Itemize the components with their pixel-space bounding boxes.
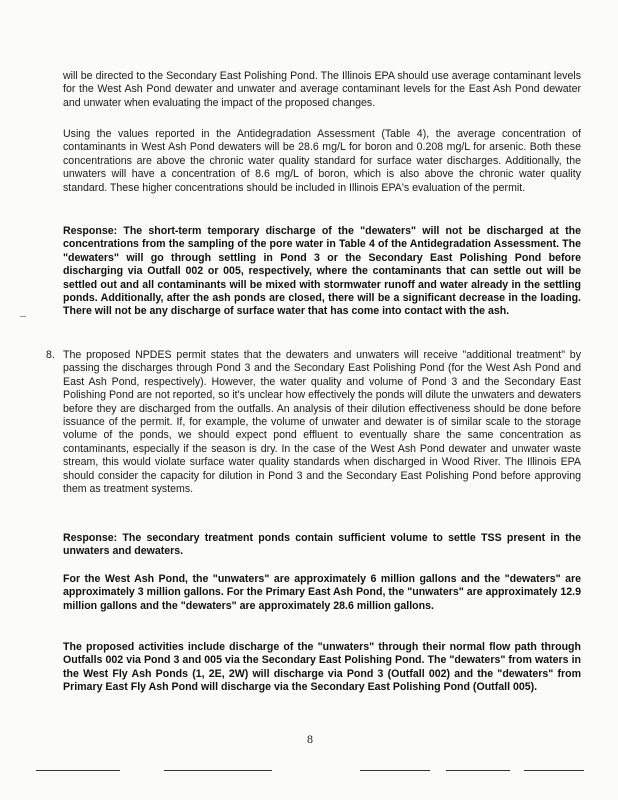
footer-rule bbox=[36, 770, 120, 771]
pond-volumes-paragraph: For the West Ash Pond, the "unwaters" are approximately 6 million gallons and the "dewaters" are approximately 3 million gallons. For the Primary East Ash Pond, the "unwaters" are approximately 12.9 million gallons and the "dewaters" are approximately 28.6 million gallons. bbox=[63, 573, 581, 612]
margin-mark bbox=[20, 316, 26, 317]
footer-rule bbox=[446, 770, 510, 771]
proposed-activities-paragraph: The proposed activities include discharge of the "unwaters" through their normal flow path through Outfalls 002 via Pond 3 and 005 via the Secondary East Polishing Pond. The "dewaters" from waters in the West Fly Ash Ponds (1, 2E, 2W) will discharge via Pond 3 (Outfall 002) and the "dewaters" from Primary East Fly Ash Pond will discharge via the Secondary East Polishing Pond (Outfall 005). bbox=[63, 641, 581, 694]
list-item-number: 8. bbox=[46, 349, 55, 361]
response-paragraph-1: Response: The short-term temporary discharge of the "dewaters" will not be discharged at the concentrations from the sampling of the pore water in Table 4 of the Antidegradation Assessment. The "dewaters" will go through settling in Pond 3 or the Secondary East Polishing Pond before discharging via Outfall 002 or 005, respectively, where the contaminants that can settle out will be settled out and all contaminants will be mixed with stormwater runoff and water already in the settling ponds. Additionally, after the ash ponds are closed, there will be a significant decrease in the loading. There will not be any discharge of surface water that has come into contact with the ash. bbox=[63, 225, 581, 318]
intro-paragraph: will be directed to the Secondary East Polishing Pond. The Illinois EPA should use average contaminant levels for the West Ash Pond dewater and unwater and average contaminant levels for the East Ash Pond dewater and unwater when evaluating the impact of the proposed changes. bbox=[63, 70, 581, 109]
comment-item-8: The proposed NPDES permit states that the dewaters and unwaters will receive "additional treatment" by passing the discharges through Pond 3 and the Secondary East Polishing Pond (for the West Ash Pond and East Ash Pond, respectively). However, the water quality and volume of Pond 3 and the Secondary East Polishing Pond are not reported, so it's unclear how effectively the ponds will dilute the unwaters and dewaters before they are discharged from the outfalls. An analysis of their dilution effectiveness should be done before issuance of the permit. If, for example, the volume of unwater and dewater is of similar scale to the storage volume of the ponds, we should expect pond effluent to eventually share the same concentration as contaminants, especially if the season is dry. In the case of the West Ash Pond dewater and unwater waste stream, this would violate surface water quality standards when discharged in Wood River. The Illinois EPA should consider the capacity for dilution in Pond 3 and the Secondary East Polishing Pond before approving them as treatment systems. bbox=[63, 349, 581, 496]
page-number: 8 bbox=[307, 732, 313, 746]
footer-rule bbox=[164, 770, 272, 771]
response-paragraph-2: Response: The secondary treatment ponds contain sufficient volume to settle TSS present in the unwaters and dewaters. bbox=[63, 532, 581, 558]
footer-rule bbox=[360, 770, 430, 771]
footer-rule bbox=[524, 770, 584, 771]
contaminant-paragraph: Using the values reported in the Antidegradation Assessment (Table 4), the average concentration of contaminants in West Ash Pond dewaters will be 28.6 mg/L for boron and 0.208 mg/L for arsenic. Both these concentrations are above the chronic water quality standard for surface water discharges. Additionally, the unwaters will have a concentration of 8.6 mg/L of boron, which is also above the chronic water quality standard. These higher concentrations should be included in Illinois EPA's evaluation of the permit. bbox=[63, 128, 581, 194]
